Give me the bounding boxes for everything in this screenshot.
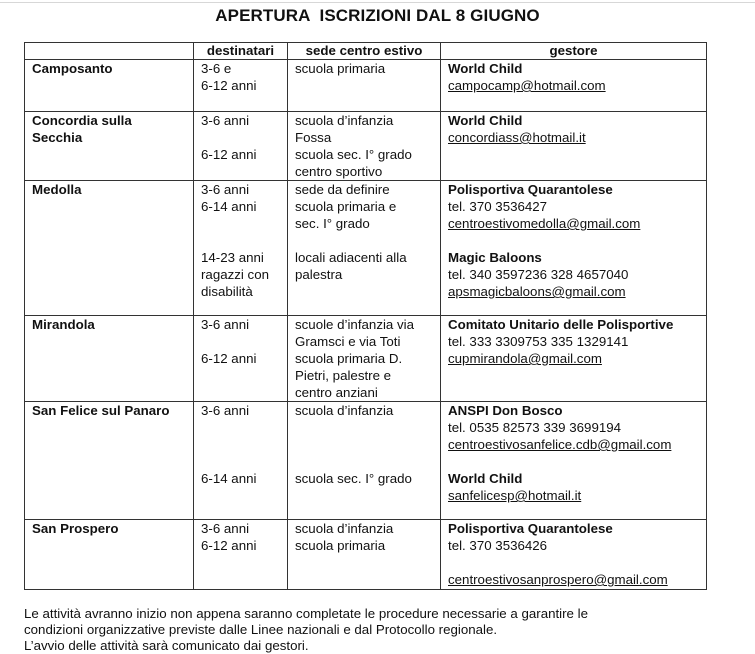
blank-line xyxy=(295,232,440,249)
cell-line: locali adiacenti alla xyxy=(295,250,407,265)
cell-line: 6-12 anni xyxy=(201,538,257,553)
blank-line xyxy=(201,232,287,249)
header-gestore: gestore xyxy=(441,43,707,60)
cell-gestore xyxy=(441,402,707,520)
cell-line: centro anziani xyxy=(295,385,378,400)
blank-line xyxy=(295,419,440,436)
footer-line: condizioni organizzative previste dalle Linee nazionali e dal Protocollo regionale. xyxy=(24,622,498,637)
cell-line: ragazzi con xyxy=(201,267,269,282)
cell-gestore xyxy=(441,181,707,316)
blank-line xyxy=(201,436,287,453)
table-body xyxy=(25,60,707,590)
cell-line: scuola sec. I° grado xyxy=(295,471,412,486)
cell-line: scuola primaria e xyxy=(295,199,397,214)
cell-comune xyxy=(25,520,194,590)
cell-comune xyxy=(25,60,194,112)
table-row xyxy=(25,316,707,402)
cell-line: Pietri, palestre e xyxy=(295,368,392,383)
blank-line xyxy=(448,554,706,571)
email-link[interactable]: sanfelicesp@hotmail.it xyxy=(448,488,582,503)
cell-line: sec. I° grado xyxy=(295,216,370,231)
cell-sede xyxy=(288,520,441,590)
organizer-name: Comitato Unitario delle Polisportive xyxy=(448,317,674,332)
blank-line xyxy=(295,453,440,470)
cell-destinatari xyxy=(194,112,288,181)
cell-line: 3-6 anni xyxy=(201,113,250,128)
cell-line: Concordia sulla xyxy=(32,113,132,128)
blank-line xyxy=(201,453,287,470)
cell-destinatari xyxy=(194,316,288,402)
table-header-row xyxy=(25,43,707,60)
organizer-name: Polisportiva Quarantolese xyxy=(448,521,613,536)
cell-sede xyxy=(288,60,441,112)
cell-sede xyxy=(288,112,441,181)
cell-line: scuole d’infanzia via xyxy=(295,317,415,332)
header-destinatari: destinatari xyxy=(194,43,288,60)
cell-line: 6-14 anni xyxy=(201,471,257,486)
organizer-name: World Child xyxy=(448,471,523,486)
cell-sede xyxy=(288,181,441,316)
cell-comune xyxy=(25,402,194,520)
cell-line: 3-6 anni xyxy=(201,403,250,418)
cell-destinatari xyxy=(194,402,288,520)
cell-comune xyxy=(25,316,194,402)
cell-line: tel. 333 3309753 335 1329141 xyxy=(448,334,629,349)
cell-line: 3-6 anni xyxy=(201,317,250,332)
blank-line xyxy=(201,419,287,436)
cell-sede xyxy=(288,402,441,520)
cell-line: Secchia xyxy=(32,130,83,145)
cell-gestore xyxy=(441,60,707,112)
email-link[interactable]: concordiass@hotmail.it xyxy=(448,130,586,145)
cell-comune xyxy=(25,181,194,316)
blank-line xyxy=(448,453,706,470)
cell-line: 3-6 anni xyxy=(201,521,250,536)
cell-destinatari xyxy=(194,181,288,316)
cell-line: 14-23 anni xyxy=(201,250,264,265)
organizer-name: ANSPI Don Bosco xyxy=(448,403,563,418)
summer-camps-table xyxy=(24,42,707,590)
cell-gestore xyxy=(441,520,707,590)
cell-gestore xyxy=(441,316,707,402)
cell-sede xyxy=(288,316,441,402)
cell-line: scuola d’infanzia xyxy=(295,113,394,128)
cell-destinatari xyxy=(194,60,288,112)
cell-line: Medolla xyxy=(32,182,82,197)
footer-note xyxy=(24,606,744,654)
email-link[interactable]: apsmagicbaloons@gmail.com xyxy=(448,284,626,299)
cell-line: scuola d’infanzia xyxy=(295,521,394,536)
cell-line: Gramsci e via Toti xyxy=(295,334,401,349)
page-title: APERTURA ISCRIZIONI DAL 8 GIUGNO xyxy=(215,6,540,25)
cell-line: scuola sec. I° grado xyxy=(295,147,412,162)
cell-line: scuola primaria xyxy=(295,538,386,553)
cell-line: tel. 370 3536427 xyxy=(448,199,548,214)
table-row xyxy=(25,520,707,590)
cell-line: Mirandola xyxy=(32,317,95,332)
email-link[interactable]: centroestivosanfelice.cdb@gmail.com xyxy=(448,437,672,452)
cell-line: 6-14 anni xyxy=(201,199,257,214)
email-link[interactable]: centroestivosanprospero@gmail.com xyxy=(448,572,668,587)
organizer-name: World Child xyxy=(448,61,523,76)
header-comune xyxy=(25,43,194,60)
cell-line: scuola primaria xyxy=(295,61,386,76)
email-link[interactable]: cupmirandola@gmail.com xyxy=(448,351,602,366)
blank-line xyxy=(201,215,287,232)
cell-destinatari xyxy=(194,520,288,590)
cell-line: San Prospero xyxy=(32,521,119,536)
cell-line: scuola primaria D. xyxy=(295,351,403,366)
cell-gestore xyxy=(441,112,707,181)
footer-line: Le attività avranno inizio non appena saranno completate le procedure necessarie a garantire le xyxy=(24,606,589,621)
cell-line: San Felice sul Panaro xyxy=(32,403,170,418)
cell-line: Fossa xyxy=(295,130,332,145)
cell-line: 6-12 anni xyxy=(201,147,257,162)
blank-line xyxy=(201,333,287,350)
blank-line xyxy=(295,436,440,453)
cell-line: tel. 370 3536426 xyxy=(448,538,548,553)
cell-line: 6-12 anni xyxy=(201,351,257,366)
email-link[interactable]: centroestivomedolla@gmail.com xyxy=(448,216,641,231)
table-row xyxy=(25,181,707,316)
organizer-name: Magic Baloons xyxy=(448,250,542,265)
table-row xyxy=(25,402,707,520)
header-sede: sede centro estivo xyxy=(288,43,441,60)
cell-line: sede da definire xyxy=(295,182,390,197)
footer-line: L’avvio delle attività sarà comunicato dai gestori. xyxy=(24,638,309,653)
table-row xyxy=(25,112,707,181)
cell-line: tel. 0535 82573 339 3699194 xyxy=(448,420,622,435)
table-row xyxy=(25,60,707,112)
cell-line: palestra xyxy=(295,267,343,282)
cell-line: 3-6 e xyxy=(201,61,232,76)
cell-line: disabilità xyxy=(201,284,253,299)
top-rule xyxy=(0,2,755,3)
organizer-name: World Child xyxy=(448,113,523,128)
cell-line: scuola d’infanzia xyxy=(295,403,394,418)
cell-line: tel. 340 3597236 328 4657040 xyxy=(448,267,629,282)
cell-line: 3-6 anni xyxy=(201,182,250,197)
cell-line: centro sportivo xyxy=(295,164,383,179)
organizer-name: Polisportiva Quarantolese xyxy=(448,182,613,197)
cell-comune xyxy=(25,112,194,181)
cell-line: Camposanto xyxy=(32,61,113,76)
cell-line: 6-12 anni xyxy=(201,78,257,93)
email-link[interactable]: campocamp@hotmail.com xyxy=(448,78,606,93)
blank-line xyxy=(201,129,287,146)
blank-line xyxy=(448,232,706,249)
